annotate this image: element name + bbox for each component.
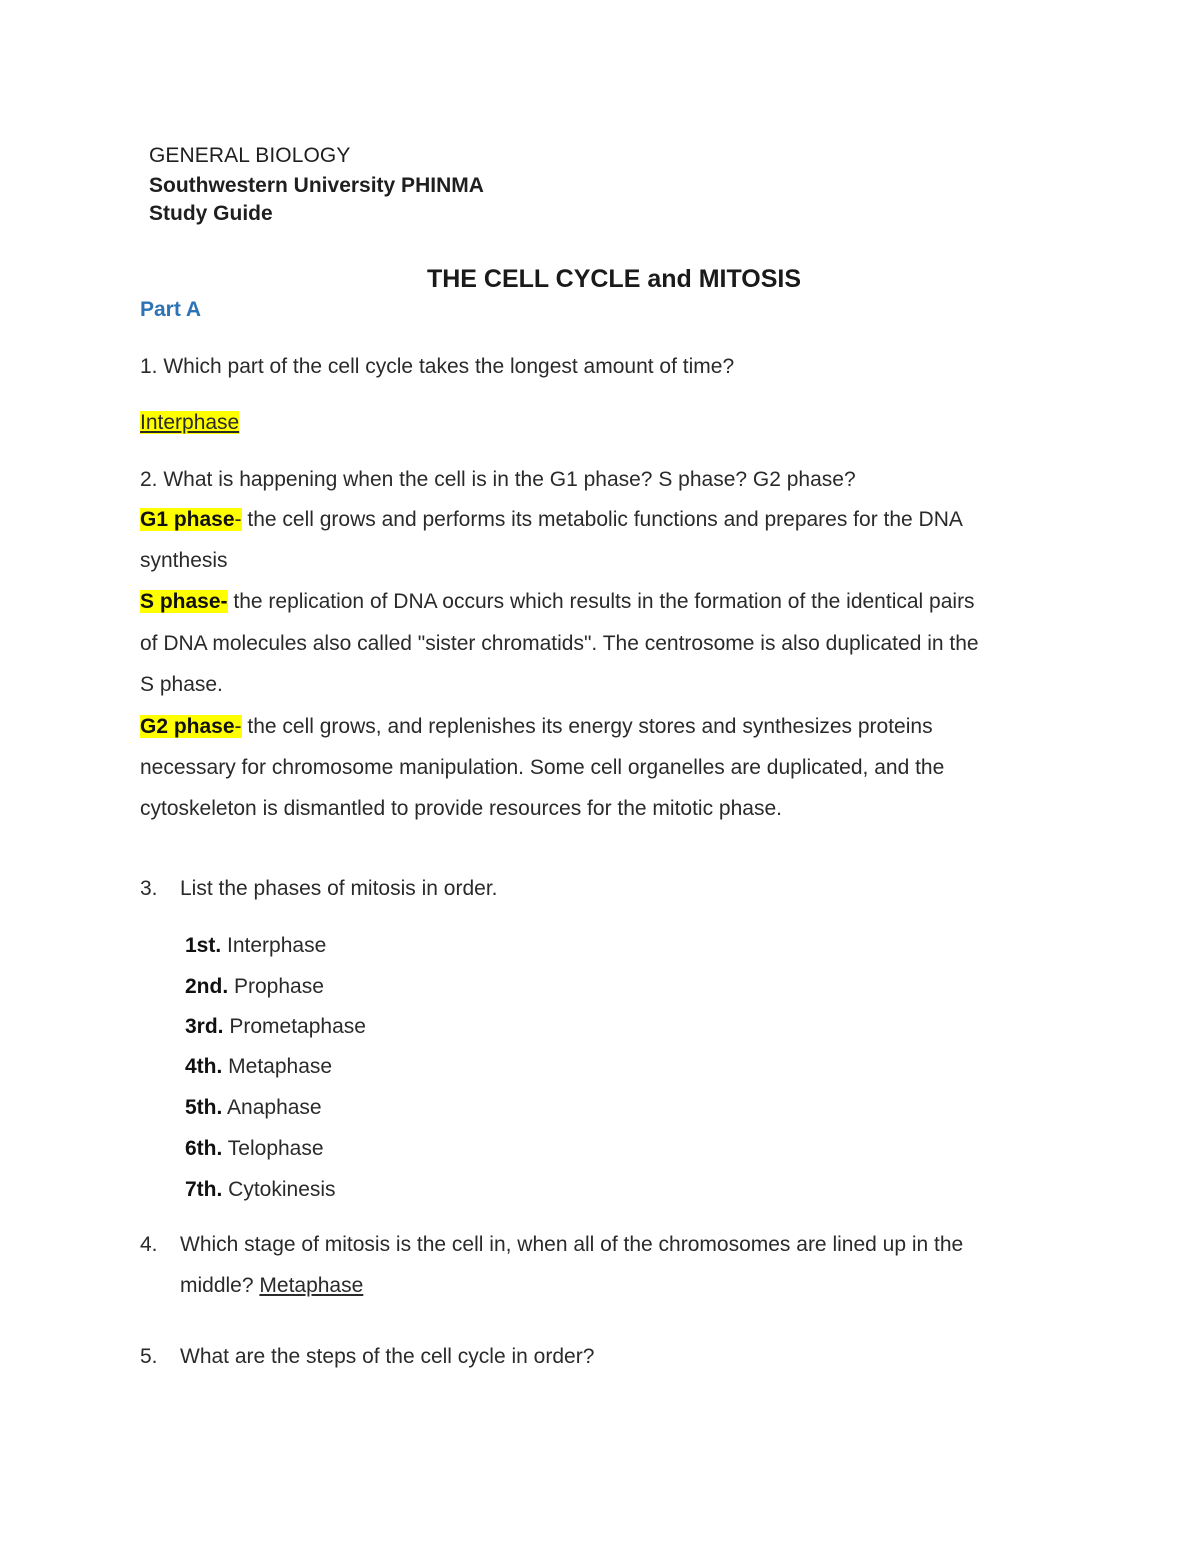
g2-phase-text: the cell grows, and replenishes its energy stores and synthesizes proteins xyxy=(241,715,933,738)
course-title: GENERAL BIOLOGY xyxy=(149,144,351,167)
g1-phase-line-2: synthesis xyxy=(140,549,228,572)
phase-name: Prometaphase xyxy=(223,1015,366,1038)
phase-list-item xyxy=(185,975,324,999)
phase-list-item xyxy=(185,1137,324,1161)
answer-1 xyxy=(140,411,239,435)
phase-ordinal: 6th. xyxy=(185,1137,223,1160)
g1-phase-text: the cell grows and performs its metabolic functions and prepares for the DNA xyxy=(241,508,963,531)
phase-ordinal: 1st. xyxy=(185,934,222,957)
phase-ordinal: 2nd. xyxy=(185,975,229,998)
g2-phase-label: G2 phase xyxy=(140,715,235,738)
question-4-line-2 xyxy=(180,1274,363,1298)
question-5-number: 5. xyxy=(140,1345,158,1368)
phase-ordinal: 7th. xyxy=(185,1178,223,1201)
phase-list-item xyxy=(185,934,326,958)
answer-1-text: Interphase xyxy=(140,411,240,434)
phase-name: Cytokinesis xyxy=(222,1178,336,1201)
question-2: 2. What is happening when the cell is in the G1 phase? S phase? G2 phase? xyxy=(140,468,856,491)
question-4-line-1: Which stage of mitosis is the cell in, when all of the chromosomes are lined up in the xyxy=(180,1233,964,1256)
university-name: Southwestern University PHINMA xyxy=(149,174,484,197)
phase-name: Interphase xyxy=(221,934,327,957)
phase-list-item xyxy=(185,1015,366,1039)
question-1: 1. Which part of the cell cycle takes the longest amount of time? xyxy=(140,355,735,378)
section-heading: Part A xyxy=(140,298,202,321)
s-phase-line-1 xyxy=(140,590,975,614)
question-3: List the phases of mitosis in order. xyxy=(180,877,498,900)
phase-name: Anaphase xyxy=(222,1096,322,1119)
question-4-number: 4. xyxy=(140,1233,158,1256)
phase-name: Metaphase xyxy=(222,1055,333,1078)
g2-phase-dash: - xyxy=(234,715,242,738)
phase-list-item xyxy=(185,1055,332,1079)
phase-name: Prophase xyxy=(228,975,324,998)
g2-phase-line-3: cytoskeleton is dismantled to provide resources for the mitotic phase. xyxy=(140,797,782,820)
phase-ordinal: 4th. xyxy=(185,1055,223,1078)
s-phase-label: S phase- xyxy=(140,590,228,613)
g2-phase-line-2: necessary for chromosome manipulation. Some cell organelles are duplicated, and the xyxy=(140,756,945,779)
s-phase-line-2: of DNA molecules also called "sister chromatids". The centrosome is also duplicated in the xyxy=(140,632,979,655)
question-4-text: middle? xyxy=(180,1274,260,1297)
page-title: THE CELL CYCLE and MITOSIS xyxy=(426,265,802,293)
question-5: What are the steps of the cell cycle in order? xyxy=(180,1345,595,1368)
g1-phase-line-1 xyxy=(140,508,963,532)
document-type: Study Guide xyxy=(149,202,273,225)
s-phase-text: the replication of DNA occurs which results in the formation of the identical pairs xyxy=(227,590,975,613)
answer-4: Metaphase xyxy=(259,1274,364,1297)
g1-phase-label: G1 phase xyxy=(140,508,235,531)
s-phase-line-3: S phase. xyxy=(140,673,223,696)
g1-phase-dash: - xyxy=(234,508,242,531)
phase-list-item xyxy=(185,1096,322,1120)
phase-list-item xyxy=(185,1178,336,1202)
question-3-number: 3. xyxy=(140,877,158,900)
phase-ordinal: 3rd. xyxy=(185,1015,224,1038)
g2-phase-line-1 xyxy=(140,715,933,739)
phase-name: Telophase xyxy=(222,1137,324,1160)
phase-ordinal: 5th. xyxy=(185,1096,223,1119)
